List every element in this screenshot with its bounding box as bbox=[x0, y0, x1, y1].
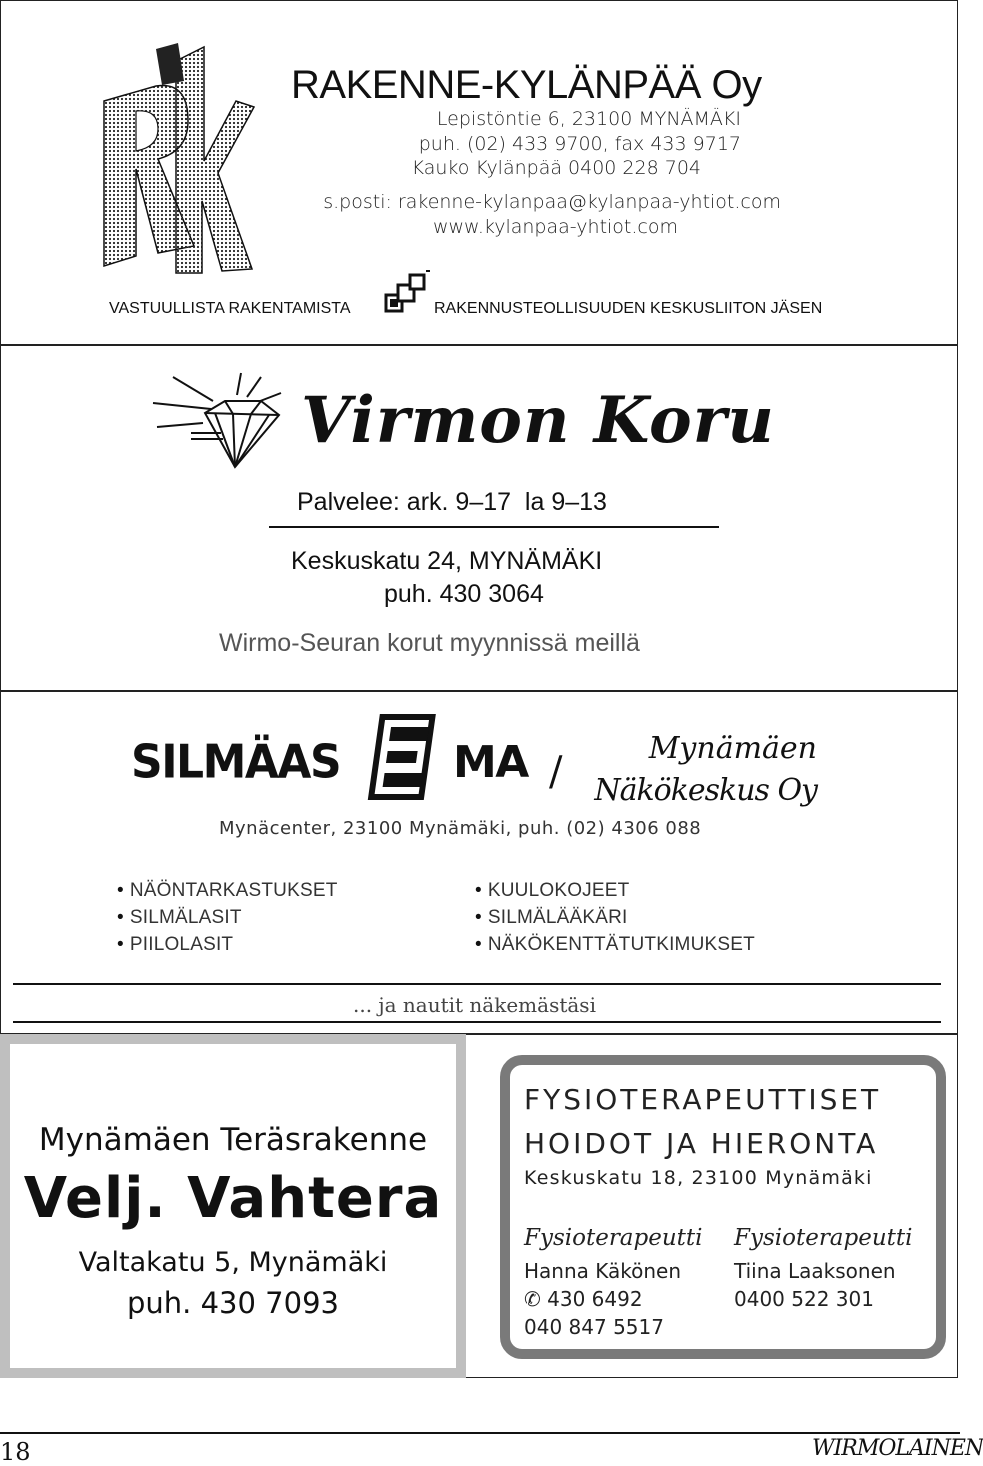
logo-slash: / bbox=[549, 749, 563, 795]
silmaasema-logo-right: MA bbox=[453, 737, 528, 788]
phone-icon: ✆ bbox=[524, 1287, 541, 1311]
silmaasema-logo bbox=[131, 713, 551, 803]
ad-vahtera bbox=[0, 1034, 466, 1378]
fysio-right-phone1: 0400 522 301 bbox=[734, 1287, 874, 1311]
fysio-left-name: Hanna Käkönen bbox=[524, 1259, 682, 1283]
company-email: s.posti: rakenne-kylanpaa@kylanpaa-yhtiot.com bbox=[323, 191, 781, 213]
slogan-left: VASTUULLISTA RAKENTAMISTA bbox=[109, 300, 351, 317]
fysio-address: Keskuskatu 18, 23100 Mynämäki bbox=[524, 1167, 873, 1189]
fysio-title2: HOIDOT JA HIERONTA bbox=[524, 1127, 879, 1160]
tagline-rule-bottom bbox=[13, 1021, 941, 1023]
company-phone: puh. (02) 433 9700, fax 433 9717 bbox=[418, 133, 741, 155]
magazine-name: WIRMOLAINEN bbox=[812, 1436, 983, 1461]
fysio-right-name: Tiina Laaksonen bbox=[734, 1259, 896, 1283]
company-name: RAKENNE-KYLÄNPÄÄ Oy bbox=[291, 63, 762, 107]
services-left bbox=[117, 877, 338, 958]
ad-fysioterapia bbox=[500, 1055, 946, 1359]
koru-hours: Palvelee: ark. 9–17 la 9–13 bbox=[297, 488, 607, 516]
tagline-rule-top bbox=[13, 983, 941, 985]
footer-rule bbox=[0, 1432, 960, 1434]
service-item: • NÄÖNTARKASTUKSET bbox=[117, 877, 338, 904]
service-item: • KUULOKOJEET bbox=[475, 877, 755, 904]
rt-member-icon bbox=[384, 271, 430, 319]
partner-name-line1: Mynämäen bbox=[648, 731, 817, 766]
silmaasema-e-mark bbox=[363, 713, 437, 803]
service-item: • SILMÄLÄÄKÄRI bbox=[475, 904, 755, 931]
silmaasema-tagline: ... ja nautit näkemästäsi bbox=[353, 993, 596, 1017]
company-contact: Kauko Kylänpää 0400 228 704 bbox=[411, 157, 701, 179]
koru-address: Keskuskatu 24, MYNÄMÄKI bbox=[291, 547, 603, 575]
service-item: • NÄKÖKENTTÄTUTKIMUKSET bbox=[475, 931, 755, 958]
service-item: • SILMÄLASIT bbox=[117, 904, 338, 931]
ad-fysioterapia-frame bbox=[466, 1034, 958, 1378]
partner-name-line2: Näkökeskus Oy bbox=[594, 773, 817, 808]
rk-logo bbox=[96, 41, 256, 276]
slogan-right: RAKENNUSTEOLLISUUDEN KESKUSLIITON JÄSEN bbox=[434, 300, 823, 317]
page-number: 18 bbox=[0, 1438, 31, 1466]
vahtera-phone: puh. 430 7093 bbox=[127, 1286, 339, 1320]
silmaasema-address: Mynäcenter, 23100 Mynämäki, puh. (02) 4306 088 bbox=[219, 818, 702, 839]
ad-virmon-koru bbox=[0, 344, 958, 692]
vahtera-address: Valtakatu 5, Mynämäki bbox=[78, 1247, 388, 1278]
fysio-left-phone2: 040 847 5517 bbox=[524, 1315, 664, 1339]
koru-divider bbox=[269, 526, 719, 528]
diamond-icon bbox=[151, 373, 291, 473]
koru-phone: puh. 430 3064 bbox=[384, 580, 544, 608]
fysio-title1: FYSIOTERAPEUTTISET bbox=[524, 1083, 882, 1116]
company-web: www.kylanpaa-yhtiot.com bbox=[432, 216, 678, 238]
company-address: Lepistöntie 6, 23100 MYNÄMÄKI bbox=[436, 108, 741, 130]
fysio-right-role: Fysioterapeutti bbox=[734, 1225, 913, 1251]
services-right bbox=[475, 877, 755, 958]
vahtera-name: Velj. Vahtera bbox=[23, 1166, 443, 1231]
koru-tagline: Wirmo-Seuran korut myynnissä meillä bbox=[219, 629, 640, 657]
vahtera-line1: Mynämäen Teräsrakenne bbox=[38, 1122, 428, 1158]
shop-name-koru: Virmon Koru bbox=[301, 383, 775, 458]
silmaasema-logo-left: SILMÄAS bbox=[131, 735, 341, 790]
fysio-left-phone1: 430 6492 bbox=[547, 1287, 643, 1311]
fysio-left-phone1-row bbox=[524, 1287, 643, 1311]
service-item: • PIILOLASIT bbox=[117, 931, 338, 958]
ad-rakenne-kylanpaa bbox=[0, 0, 958, 346]
fysio-left-role: Fysioterapeutti bbox=[524, 1225, 703, 1251]
ad-silmaasema bbox=[0, 690, 958, 1034]
